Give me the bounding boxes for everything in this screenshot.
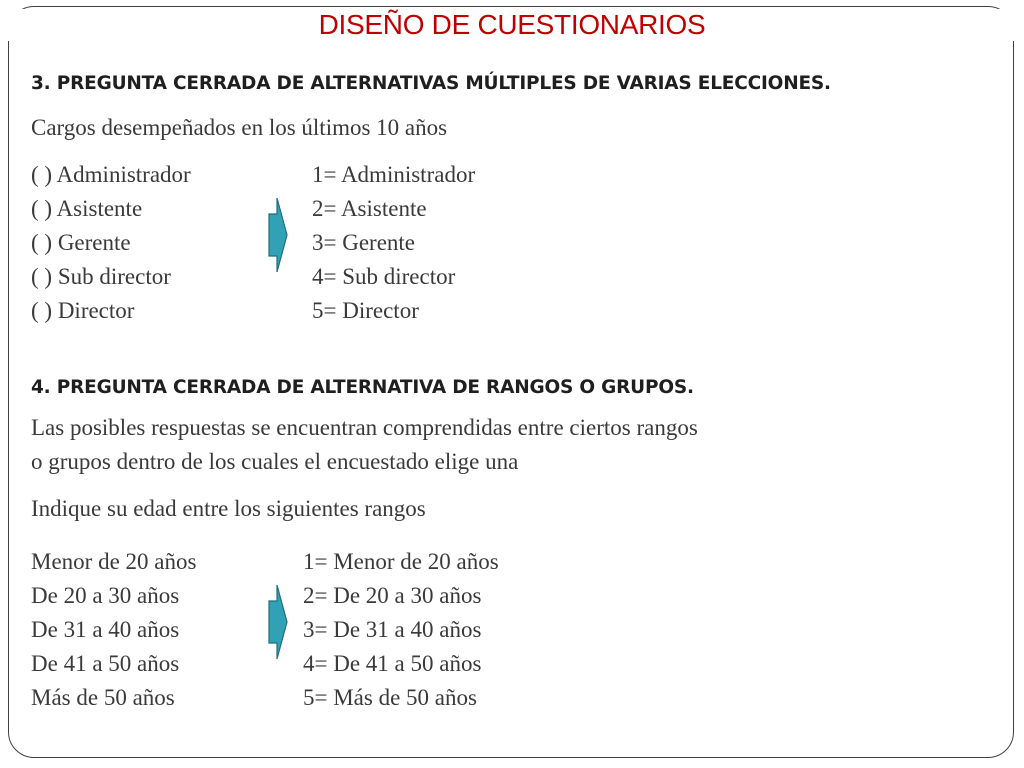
list-item: De 20 a 30 años — [31, 583, 180, 608]
list-item: De 31 a 40 años — [31, 617, 180, 642]
list-item: 3= De 31 a 40 años — [303, 617, 482, 642]
list-item: 5= Director — [312, 298, 419, 323]
list-item: ( ) Gerente — [31, 230, 131, 255]
slide-title: DISEÑO DE CUESTIONARIOS — [0, 9, 1024, 41]
section4-question: Indique su edad entre los siguientes rangos — [31, 496, 426, 521]
section3-question: Cargos desempeñados en los últimos 10 años — [31, 115, 448, 140]
list-item: ( ) Director — [31, 298, 135, 323]
list-item: 1= Menor de 20 años — [303, 549, 499, 574]
section4-codes-list — [303, 545, 499, 715]
list-item: 2= Asistente — [312, 196, 427, 221]
list-item: 1= Administrador — [312, 162, 476, 187]
section4-options-list — [31, 545, 196, 715]
list-item: Menor de 20 años — [31, 549, 197, 574]
section3-codes-list — [312, 158, 475, 328]
section4-description-line1: Las posibles respuestas se encuentran comprendidas entre ciertos rangos — [31, 415, 698, 440]
list-item: ( ) Administrador — [31, 162, 191, 187]
list-item: 5= Más de 50 años — [303, 685, 477, 710]
section3-heading: 3. PREGUNTA CERRADA DE ALTERNATIVAS MÚLTIPLES DE VARIAS ELECCIONES. — [31, 73, 831, 94]
list-item: 4= Sub director — [312, 264, 456, 289]
list-item: Más de 50 años — [31, 685, 175, 710]
list-item: 3= Gerente — [312, 230, 416, 255]
section4-description-line2: o grupos dentro de los cuales el encuestado elige una — [31, 449, 519, 474]
list-item: De 41 a 50 años — [31, 651, 180, 676]
right-arrow-icon — [267, 583, 289, 661]
section3-options-list — [31, 158, 191, 328]
list-item: 2= De 20 a 30 años — [303, 583, 482, 608]
list-item: ( ) Sub director — [31, 264, 171, 289]
section4-heading: 4. PREGUNTA CERRADA DE ALTERNATIVA DE RANGOS O GRUPOS. — [31, 377, 694, 398]
list-item: 4= De 41 a 50 años — [303, 651, 482, 676]
right-arrow-icon — [267, 196, 289, 274]
list-item: ( ) Asistente — [31, 196, 143, 221]
